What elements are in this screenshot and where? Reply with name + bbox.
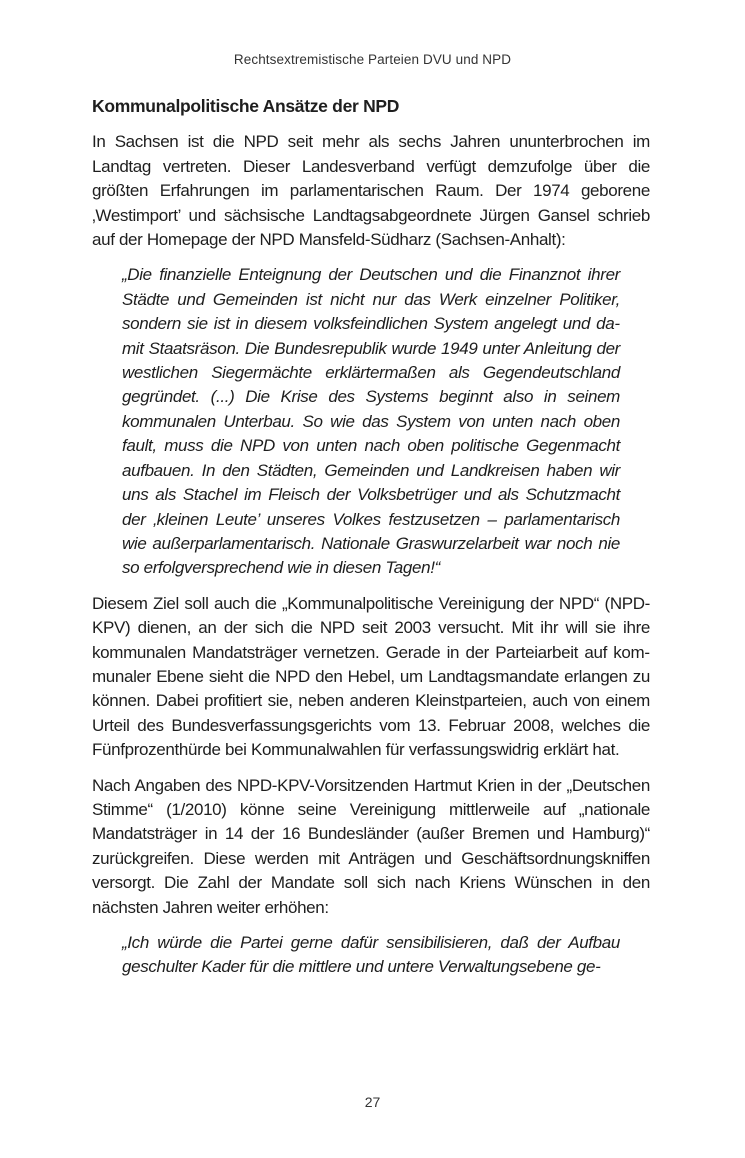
section-heading: Kommunalpolitische Ansätze der NPD (92, 96, 400, 116)
running-header: Rechtsextremistische Parteien DVU und NPD (233, 52, 512, 67)
page-number: 27 (364, 1094, 381, 1110)
body-paragraph-3: Nach Angaben des NPD-KPV-Vorsitzenden Hartmut Krien in der „Deutschen Stimme“ (1/2010) könne seine Vereinigung mittlerweile auf „nationale Mandatsträger in 14 der 16 Bundesländer (außer Bremen und Hamburg)“ zurückgreifen. Diese werden mit Anträgen und Geschäftsordnungskniffen versorgt. Die Zahl der Mandate soll sich nach Kriens Wünschen in den nächsten Jahren weiter erhöhen: (92, 775, 650, 917)
body-paragraph-1: In Sachsen ist die NPD seit mehr als sechs Jahren ununterbrochen im Landtag vertreten. Dieser Landesverband verfügt demzufolge über die größten Erfahrungen im parlamentarischen Raum. Der 1974 geborene ‚Westimport’ und sächsische Landtagsabgeordnete Jürgen Gansel schrieb auf der Homepage der NPD Mansfeld-Südharz (Sachsen-Anhalt): (92, 132, 650, 250)
block-quote-1: „Die finanzielle Enteignung der Deutschen und die Finanznot ihrer Städte und Gemeinden ist nicht nur das Werk einzelner Politiker, sondern sie ist in diesem volksfeindlichen System angelegt und damit Staatsräson. Die Bundesrepublik wurde 1949 unter Anleitung der westlichen Siegermächte erklärtermaßen als Gegendeutschland gegründet. (...) Die Krise des Systems beginnt also in seinem kommunalen Unterbau. So wie das System von unten nach oben fault, muss die NPD von unten nach oben politische Gegenmacht aufbauen. In den Städten, Gemeinden und Landkreisen haben wir uns als Stachel im Fleisch der Volksbetrüger und als Schutzmacht der ‚kleinen Leute’ unseres Volkes festzusetzen – parlamentarisch wie außerparlamentarisch. Nationale Graswurzelarbeit war noch nie so erfolgversprechend wie in diesen Tagen!“ (122, 265, 620, 578)
page-body (92, 94, 650, 991)
block-quote-2: „Ich würde die Partei gerne dafür sensibilisieren, daß der Aufbau geschulter Kader für die mittlere und untere Verwaltungsebene ge- (122, 933, 620, 977)
body-paragraph-2: Diesem Ziel soll auch die „Kommunalpolitische Vereinigung der NPD“ (NPD-KPV) dienen, an der sich die NPD seit 2003 versucht. Mit ihr will sie ihre kommunalen Mandatsträger vernetzen. Gerade in der Parteiarbeit auf kommunaler Ebene sieht die NPD den Hebel, um Landtagsmandate erlangen zu können. Dabei profitiert sie, neben anderen Kleinstparteien, auch von einem Urteil des Bundesverfassungsgerichts vom 13. Februar 2008, welches die Fünfprozenthürde bei Kommunalwahlen für verfassungswidrig erklärt hat. (92, 593, 650, 760)
